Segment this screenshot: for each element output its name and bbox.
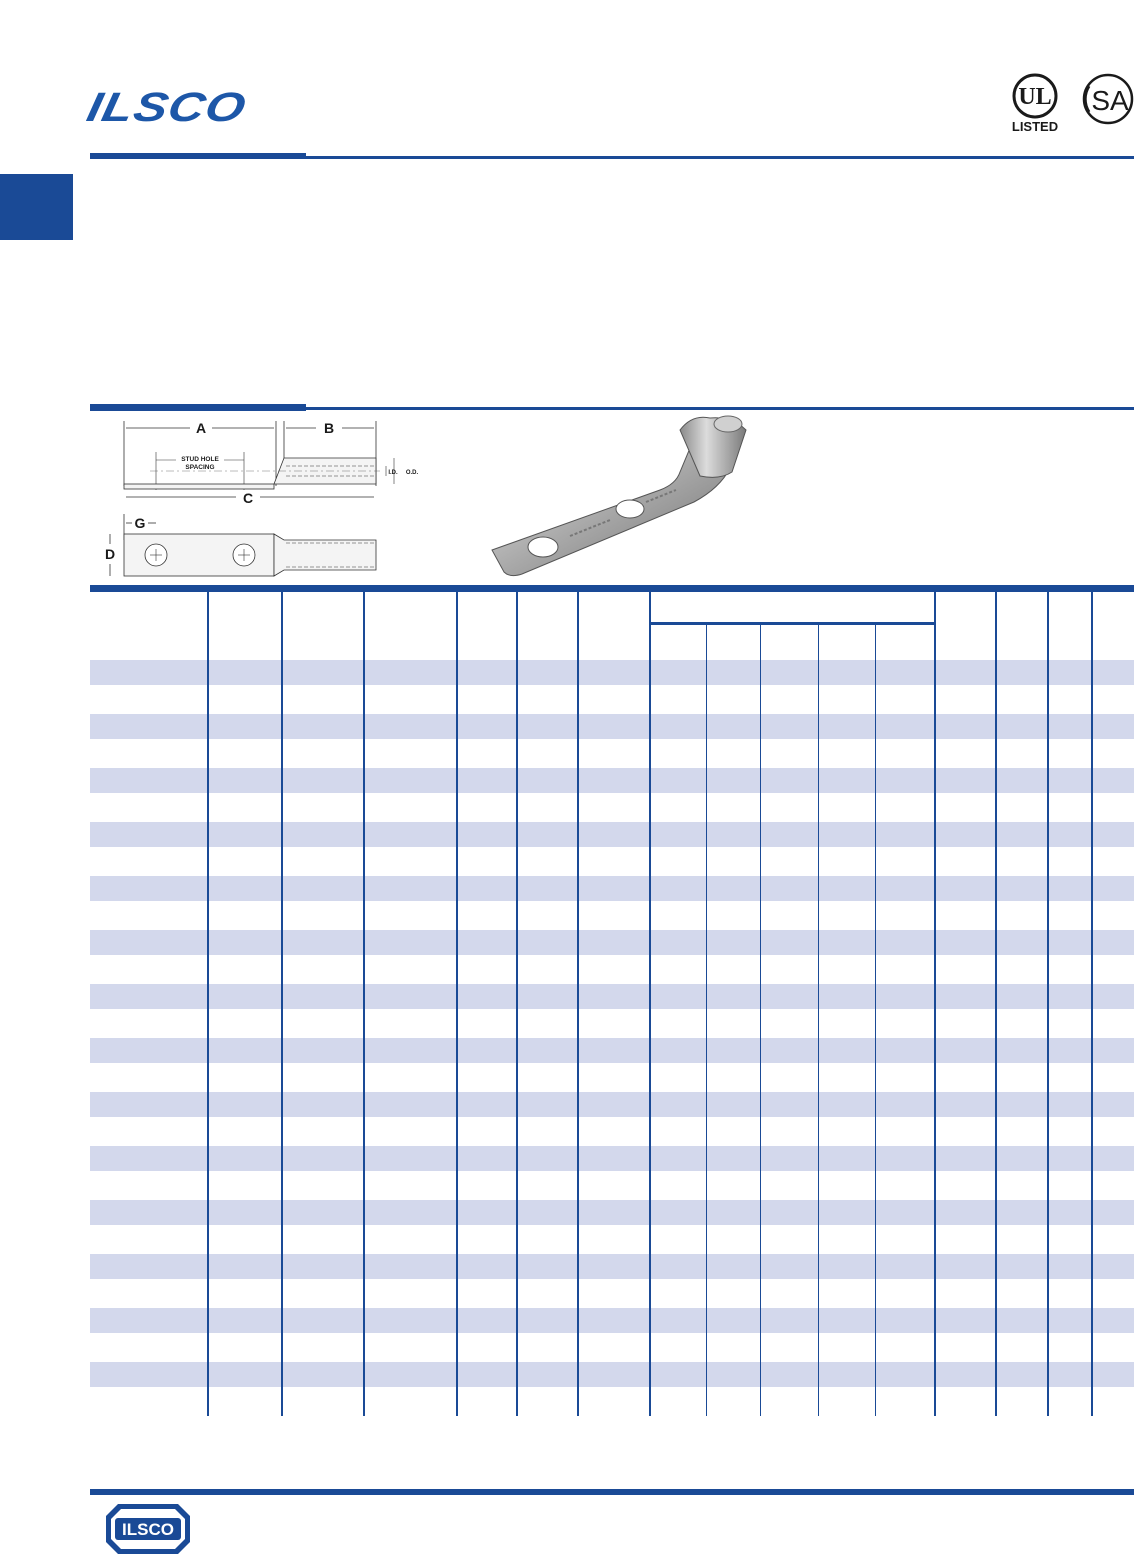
header-rule-thin <box>306 156 1134 159</box>
column-divider <box>363 592 365 1416</box>
column-divider <box>706 625 707 1416</box>
table-row <box>90 1254 1134 1279</box>
table-row <box>90 930 1134 955</box>
outer-diameter-label: O.D. <box>405 470 419 476</box>
ul-listed-mark <box>1008 72 1062 136</box>
header-rule <box>90 153 306 159</box>
table-row <box>90 1362 1134 1387</box>
column-divider <box>649 592 651 1416</box>
table-row <box>90 768 1134 793</box>
brand-logo: ILSCO <box>83 83 251 130</box>
stud-hole-label: STUD HOLE <box>181 456 219 463</box>
table-row <box>90 1200 1134 1225</box>
lug-dimension-drawing <box>90 414 419 586</box>
lug-product-photo <box>480 410 770 580</box>
table-row <box>90 1092 1134 1117</box>
table-row <box>90 1038 1134 1063</box>
dimension-g-label: G <box>134 515 146 531</box>
table-row <box>90 660 1134 685</box>
section-side-tab <box>0 174 73 240</box>
spacing-label: SPACING <box>185 464 215 471</box>
dimension-b-label: B <box>323 420 335 436</box>
column-divider <box>934 592 936 1416</box>
column-divider <box>207 592 209 1416</box>
table-group-header-rule <box>650 622 936 625</box>
column-divider <box>1091 592 1093 1416</box>
dimension-a-label: A <box>195 420 207 436</box>
column-divider <box>875 625 876 1416</box>
inner-diameter-label: I.D. <box>388 470 398 476</box>
table-row <box>90 984 1134 1009</box>
table-header-rule <box>90 585 1134 592</box>
column-divider <box>577 592 579 1416</box>
column-divider <box>456 592 458 1416</box>
ul-listed-text: LISTED <box>1011 119 1059 134</box>
table-row <box>90 876 1134 901</box>
column-divider <box>516 592 518 1416</box>
table-row <box>90 822 1134 847</box>
csa-mark <box>1081 72 1135 126</box>
table-row <box>90 714 1134 739</box>
dimension-c-label: C <box>242 490 254 506</box>
table-row <box>90 1146 1134 1171</box>
csa-mark-text: SA <box>1091 85 1129 116</box>
column-divider <box>818 625 819 1416</box>
diagram-rule <box>90 404 306 411</box>
ul-mark-text: UL <box>1018 84 1052 110</box>
footer-brand-badge <box>104 1502 192 1556</box>
dimension-d-label: D <box>104 546 116 562</box>
column-divider <box>995 592 997 1416</box>
footer-badge-text: ILSCO <box>122 1520 174 1539</box>
column-divider <box>1047 592 1049 1416</box>
column-divider <box>281 592 283 1416</box>
footer-rule <box>90 1489 1134 1495</box>
table-row <box>90 1308 1134 1333</box>
column-divider <box>760 625 761 1416</box>
